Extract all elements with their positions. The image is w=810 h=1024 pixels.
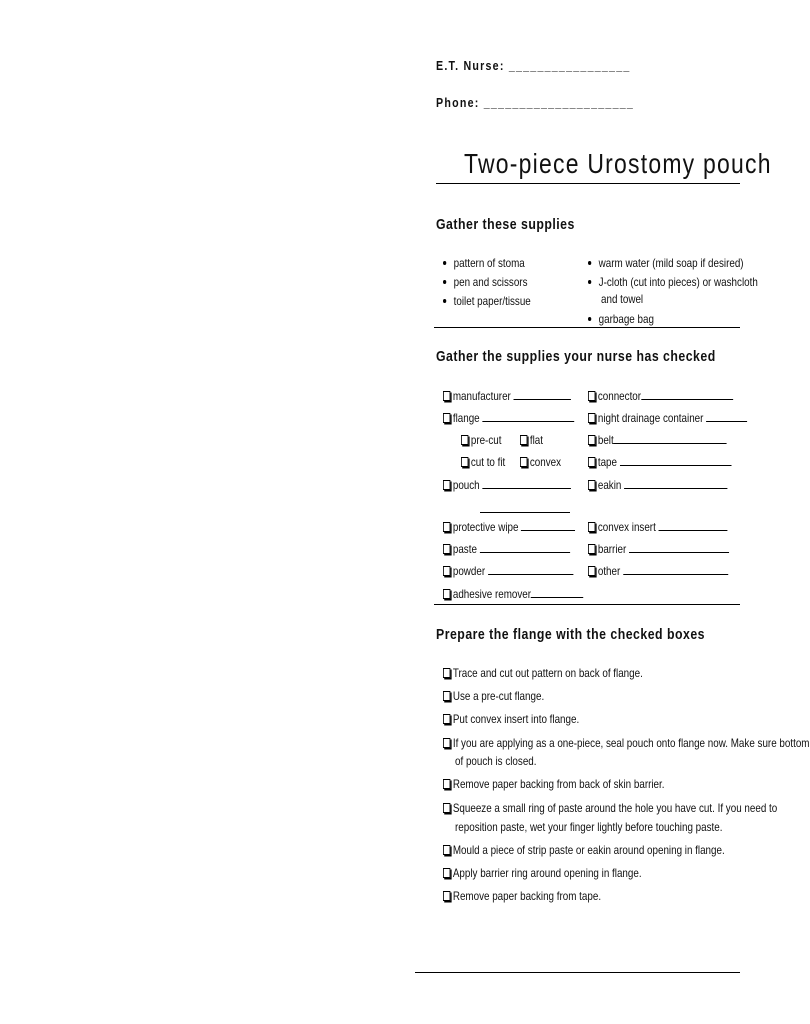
blank-line[interactable] (480, 512, 570, 513)
list-item: pattern of stoma (443, 256, 525, 270)
checkbox-icon[interactable] (588, 457, 595, 467)
checkbox-icon[interactable] (443, 391, 450, 401)
blank-line[interactable] (488, 564, 573, 575)
checkbox-icon[interactable] (443, 566, 450, 576)
step-checkbox[interactable]: Remove paper backing from back of skin barrier. (443, 777, 665, 791)
checkbox-icon[interactable] (443, 868, 450, 878)
checkbox-icon[interactable] (443, 668, 450, 678)
checkbox-icon[interactable] (588, 391, 595, 401)
checkbox-belt[interactable]: belt (588, 433, 727, 447)
checkbox-icon[interactable] (588, 413, 595, 423)
prepare-heading: Prepare the flange with the checked boxes (436, 626, 705, 643)
phone-label: Phone: (436, 95, 480, 110)
step-checkbox[interactable]: Use a pre-cut flange. (443, 689, 544, 703)
checkbox-paste[interactable]: paste (443, 542, 570, 556)
checkbox-pouch[interactable]: pouch (443, 478, 571, 492)
blank-line[interactable] (624, 478, 727, 489)
nurse-label: E.T. Nurse: (436, 58, 505, 73)
checkbox-connector[interactable]: connector (588, 389, 733, 403)
phone-field[interactable]: _____________________ (483, 95, 635, 110)
blank-line[interactable] (620, 455, 732, 466)
list-item: warm water (mild soap if desired) (588, 256, 744, 270)
blank-line[interactable] (514, 389, 571, 400)
list-item: garbage bag (588, 312, 654, 326)
checkbox-icon[interactable] (588, 544, 595, 554)
checkbox-icon[interactable] (588, 566, 595, 576)
blank-line[interactable] (480, 542, 570, 553)
step-continued: of pouch is closed. (455, 754, 537, 768)
list-item: pen and scissors (443, 275, 527, 289)
checkbox-convex-insert[interactable]: convex insert (588, 520, 727, 534)
step-checkbox[interactable]: Squeeze a small ring of paste around the hole you have cut. If you need to (443, 801, 777, 815)
title-rule (436, 183, 740, 184)
bullet-icon (443, 299, 446, 303)
phone-line (436, 95, 634, 110)
checkbox-icon[interactable] (443, 891, 450, 901)
checkbox-icon[interactable] (461, 435, 468, 445)
checkbox-icon[interactable] (520, 435, 527, 445)
list-item: toilet paper/tissue (443, 294, 531, 308)
blank-line[interactable] (641, 389, 733, 400)
nurse-checked-heading: Gather the supplies your nurse has checked (436, 348, 716, 365)
footer-rule (415, 972, 740, 973)
checkbox-icon[interactable] (443, 522, 450, 532)
blank-line[interactable] (531, 587, 583, 598)
checkbox-icon[interactable] (443, 691, 450, 701)
checkbox-icon[interactable] (443, 413, 450, 423)
step-checkbox[interactable]: Trace and cut out pattern on back of flange. (443, 666, 643, 680)
step-checkbox[interactable]: Remove paper backing from tape. (443, 889, 601, 903)
nurse-line (436, 58, 631, 73)
checkbox-icon[interactable] (443, 544, 450, 554)
checkbox-icon[interactable] (443, 779, 450, 789)
step-continued: reposition paste, wet your finger lightly before touching paste. (455, 820, 723, 834)
blank-line[interactable] (482, 478, 571, 489)
checkbox-tape[interactable]: tape (588, 455, 731, 469)
checkbox-barrier[interactable]: barrier (588, 542, 729, 556)
blank-line[interactable] (659, 520, 728, 531)
checkbox-icon[interactable] (520, 457, 527, 467)
page-title: Two-piece Urostomy pouch (464, 148, 772, 179)
bullet-icon (443, 280, 446, 284)
section-rule (434, 327, 740, 328)
checkbox-night-drainage-container[interactable]: night drainage container (588, 411, 747, 425)
bullet-icon (588, 261, 591, 265)
bullet-icon (443, 261, 446, 265)
checkbox-protective-wipe[interactable]: protective wipe (443, 520, 575, 534)
checkbox-icon[interactable] (443, 480, 450, 490)
checkbox-icon[interactable] (461, 457, 468, 467)
step-checkbox[interactable]: Mould a piece of strip paste or eakin around opening in flange. (443, 843, 725, 857)
checkbox-flange[interactable]: flange (443, 411, 574, 425)
checkbox-icon[interactable] (443, 738, 450, 748)
blank-line[interactable] (706, 411, 747, 422)
blank-line[interactable] (521, 520, 575, 531)
checkbox-pre-cut[interactable]: pre-cut (461, 433, 501, 447)
checkbox-adhesive-remover[interactable]: adhesive remover (443, 587, 584, 601)
checkbox-icon[interactable] (443, 803, 450, 813)
checkbox-icon[interactable] (443, 845, 450, 855)
step-checkbox[interactable]: Put convex insert into flange. (443, 712, 579, 726)
nurse-field[interactable]: _________________ (508, 58, 631, 73)
checkbox-icon[interactable] (588, 435, 595, 445)
section-rule (434, 604, 740, 605)
step-checkbox[interactable]: If you are applying as a one-piece, seal pouch onto flange now. Make sure bottom (443, 736, 810, 750)
blank-line[interactable] (623, 564, 728, 575)
checkbox-icon[interactable] (588, 522, 595, 532)
checkbox-flat[interactable]: flat (520, 433, 543, 447)
checkbox-other[interactable]: other (588, 564, 728, 578)
checkbox-icon[interactable] (443, 589, 450, 599)
checkbox-icon[interactable] (588, 480, 595, 490)
checkbox-icon[interactable] (443, 714, 450, 724)
blank-line[interactable] (614, 433, 727, 444)
blank-line[interactable] (629, 542, 729, 553)
checkbox-eakin[interactable]: eakin (588, 478, 727, 492)
step-checkbox[interactable]: Apply barrier ring around opening in flange. (443, 866, 642, 880)
checkbox-convex[interactable]: convex (520, 455, 561, 469)
bullet-icon (588, 280, 591, 284)
checkbox-manufacturer[interactable]: manufacturer (443, 389, 571, 403)
supplies-heading: Gather these supplies (436, 216, 575, 233)
bullet-icon (588, 317, 591, 321)
list-item: J-cloth (cut into pieces) or washcloth (588, 275, 758, 289)
checkbox-cut-to-fit[interactable]: cut to fit (461, 455, 505, 469)
list-item-continued: and towel (601, 292, 644, 306)
blank-line[interactable] (482, 411, 574, 422)
checkbox-powder[interactable]: powder (443, 564, 573, 578)
